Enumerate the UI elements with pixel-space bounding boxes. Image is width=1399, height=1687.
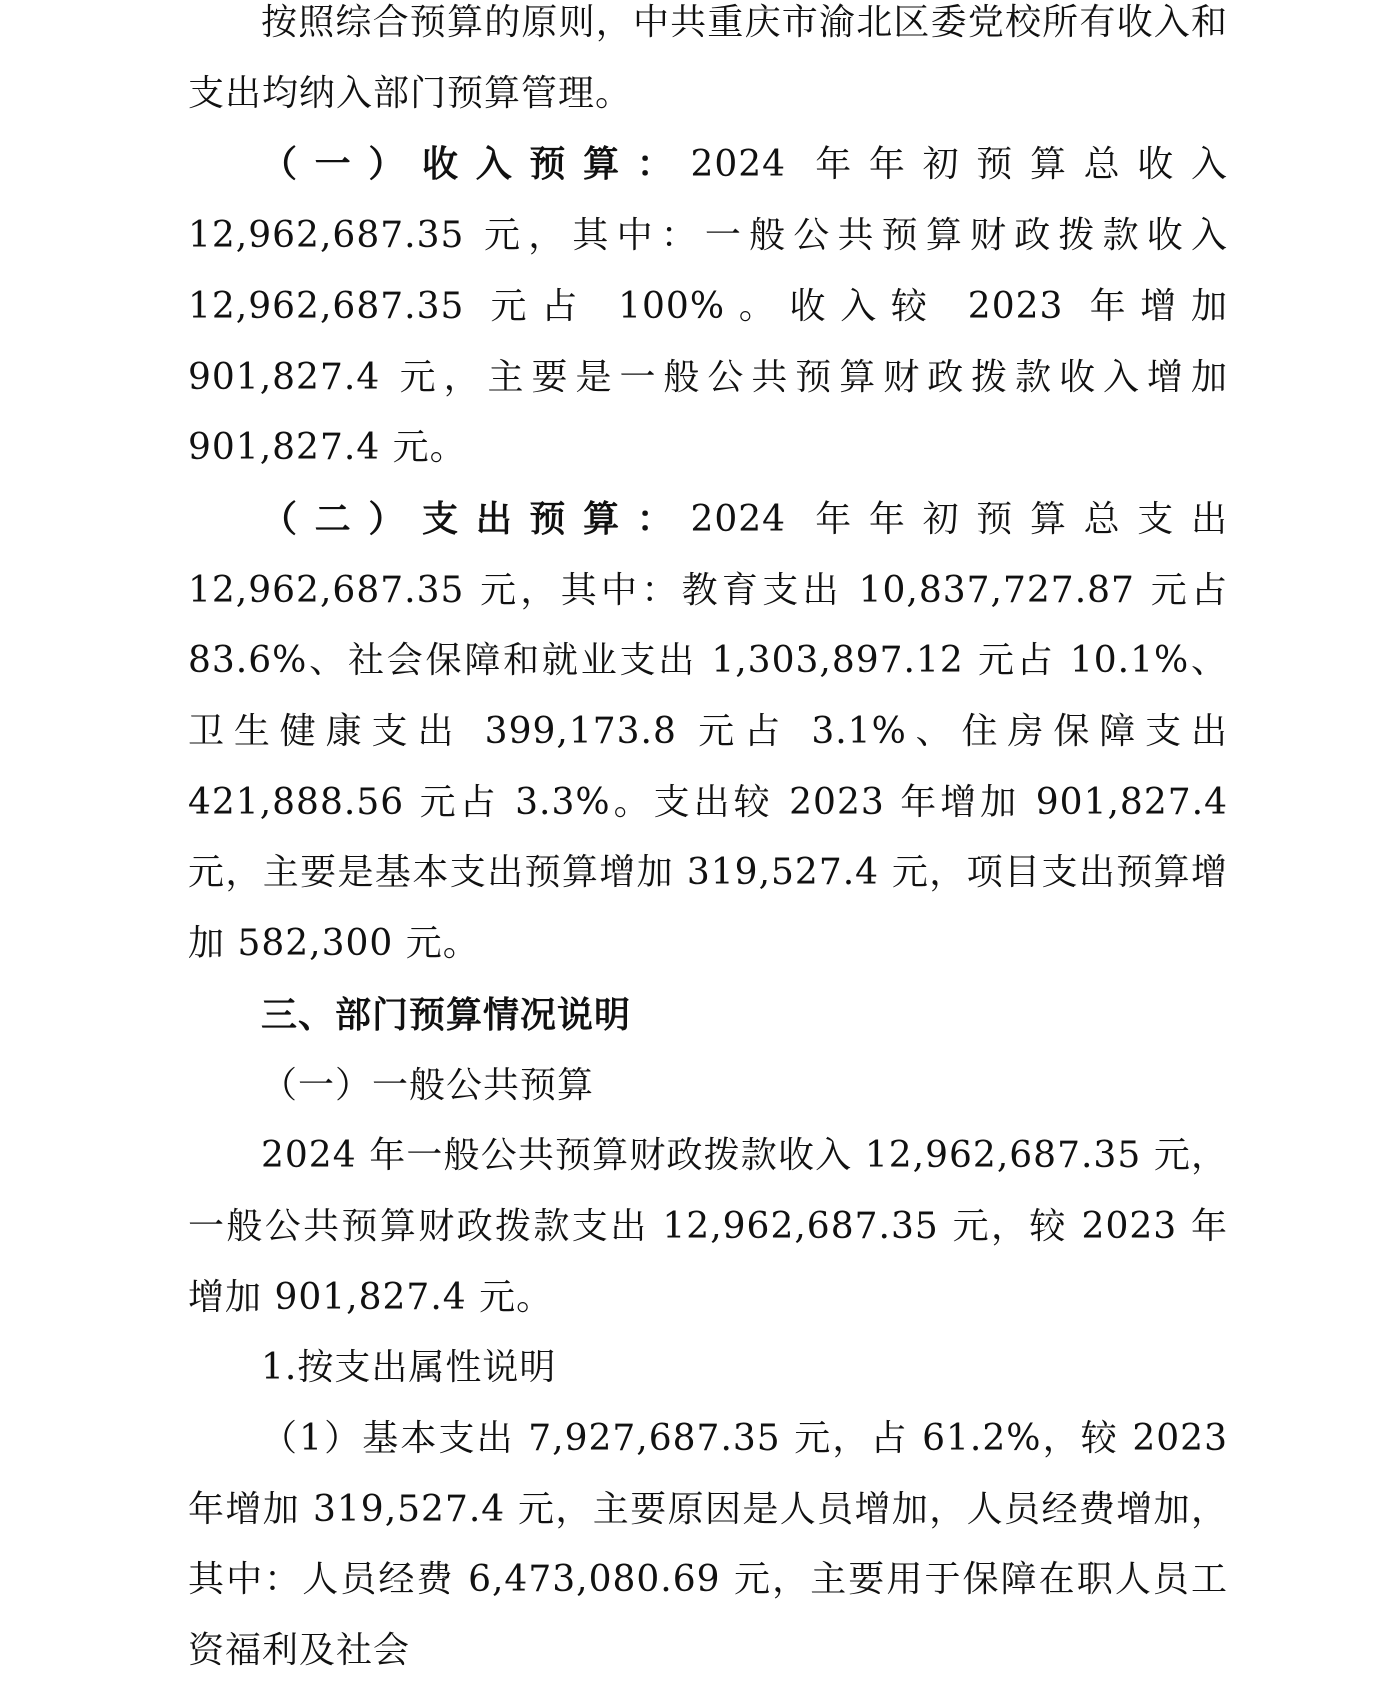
paragraph-budget-principle: 按照综合预算的原则，中共重庆市渝北区委党校所有收入和支出均纳入部门预算管理。 [188,2,1228,114]
section-heading-3: 三、部门预算情况说明 [261,993,632,1036]
income-budget-text: 2024 年年初预算总收入 12,962,687.35 元，其中：一般公共预算财政拨款收入 12,962,687.35 元占 100%。收入较 2023 年增加 901,827.4 元，主要是一般公共预算财政拨款收入增加 901,827.4 元。 [188,144,1228,469]
paragraph-expense-budget [188,484,1228,980]
paragraph-basic-expense: （1）基本支出 7,927,687.35 元，占 61.2%，较 2023 年增加 319,527.4 元，主要原因是人员增加，人员经费增加，其中：人员经费 6,473,080.69 元，主要用于保障在职人员工资福利及社会 [188,1418,1228,1672]
list-heading-expense-attribute: 1.按支出属性说明 [261,1347,557,1389]
income-budget-label: （一）收入预算： [261,143,691,186]
expense-budget-text: 2024 年年初预算总支出 12,962,687.35 元，其中：教育支出 10,837,727.87 元占 83.6%、社会保障和就业支出 1,303,897.12 元占 10.1%、卫生健康支出 399,173.8 元占 3.1%、住房保障支出 421,888.56 元占 3.3%。支出较 2023 年增加 901,827.4 元，主要是基本支出预算增加 319,527.4 元，项目支出预算增加 582,300 元。 [188,498,1228,965]
document-page [188,0,1228,1687]
expense-budget-label: （二）支出预算： [261,497,691,540]
paragraph-general-budget: 2024 年一般公共预算财政拨款收入 12,962,687.35 元，一般公共预算财政拨款支出 12,962,687.35 元，较 2023 年增加 901,827.4 元。 [188,1135,1228,1318]
subsection-heading-general-budget: （一）一般公共预算 [261,1064,595,1106]
paragraph-income-budget [188,129,1228,484]
